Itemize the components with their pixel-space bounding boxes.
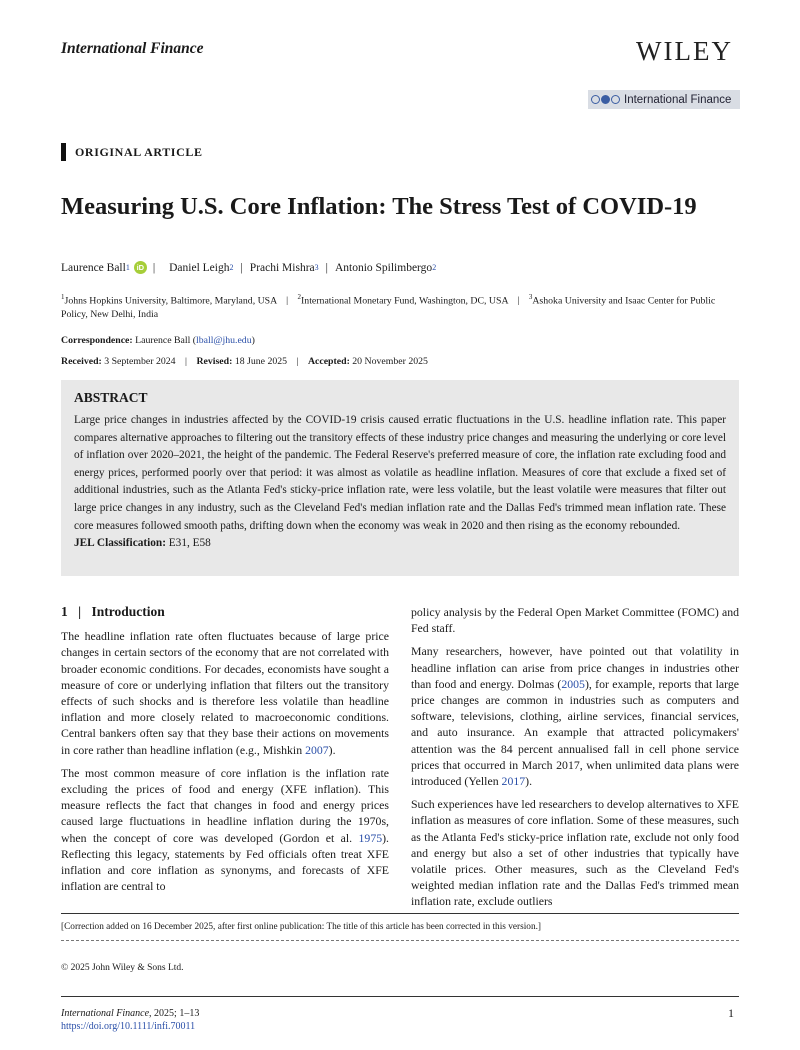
paragraph — [61, 628, 389, 758]
received-date: 3 September 2024 — [104, 356, 176, 367]
section-heading — [61, 604, 389, 620]
affiliation-separator: | — [517, 295, 520, 307]
paragraph — [61, 765, 389, 895]
jel-classification — [74, 535, 726, 553]
citation-link[interactable]: 2007 — [305, 742, 329, 757]
author-separator: | — [240, 261, 243, 274]
correspondence: Correspondence: Laurence Ball (lball@jhu.edu) — [61, 335, 255, 346]
abstract-box — [61, 380, 739, 576]
accepted-date: 20 November 2025 — [352, 356, 428, 367]
journal-logo[interactable] — [588, 90, 740, 109]
paragraph-text: ). — [328, 742, 336, 757]
affiliation-number: 2 — [297, 293, 302, 301]
paragraph-text: The most common measure of core inflation is the inflation rate excluding the prices of food and energy (XFE inflation). This measure reflects the fact that changes in food and energy prices caused large fluctuations in headline inflation during the 1970s, when the concept of core was developed (Gordon et al. — [61, 765, 389, 845]
citation-link[interactable]: 2017 — [501, 774, 526, 789]
page-number: 1 — [728, 1006, 734, 1020]
jel-codes: E31, E58 — [168, 537, 211, 550]
author-affiliation-ref[interactable]: 2 — [432, 263, 437, 272]
section-divider: | — [78, 604, 82, 619]
revised-label: Revised: — [196, 356, 233, 367]
citation-link[interactable]: 1975 — [358, 830, 383, 845]
citation-link[interactable]: 2005 — [561, 676, 585, 691]
doi-link[interactable]: https://doi.org/10.1111/infi.70011 — [61, 1021, 196, 1032]
accepted-label: Accepted: — [307, 356, 350, 367]
affiliation: International Monetary Fund, Washington, DC, USA — [301, 295, 508, 307]
affiliations — [61, 290, 741, 322]
body-column-right — [411, 604, 739, 917]
paragraph-text: Many researchers, however, have pointed out that volatility in headline inflation can arise from price changes in industries other than food and energy. Dolmas ( — [411, 644, 739, 691]
wiley-logo[interactable]: WILEY — [636, 36, 733, 66]
footer-rule-bottom — [61, 996, 739, 997]
author-list — [61, 261, 436, 274]
journal-logo-text: International Finance — [624, 93, 732, 106]
paragraph-text: The headline inflation rate often fluctuates because of large price changes in certain sectors of the economy that are not correlated with broader economic conditions. For decades, economists have sought a measure of core or underlying inflation that filters out the transitory effects of such shocks and is therefore less volatile than headline inflation and more closely related to macroeconomic conditions. Central bankers often say that they base their actions on movements in core rather than headline inflation (e.g., Mishkin — [61, 629, 389, 757]
paragraph-text: ). Reflecting this legacy, statements by Fed officials often treat XFE inflation and core inflation as synonyms, and forecasts of XFE inflation are central to — [61, 830, 389, 894]
section-title: Introduction — [91, 604, 165, 619]
author-affiliation-ref[interactable]: 3 — [314, 263, 319, 272]
orcid-icon[interactable]: iD — [134, 261, 147, 274]
author-name[interactable]: Prachi Mishra — [249, 261, 315, 274]
abstract-text: Large price changes in industries affected by the COVID-19 crisis caused erratic fluctuations in the U.S. headline inflation rate. This paper compares alternative approaches to filtering out the transitory effects of these industry price changes and measuring the underlying or core level of inflation over 2020–2021, the height of the pandemic. The Federal Reserve's preferred measure of core, the inflation rate excluding food and energy prices, performed poorly over that period: it was almost as volatile as headline inflation. Measures of core that exclude a fixed set of additional industries, such as the Atlanta Fed's sticky-price inflation rate, were less volatile, but the least volatile were measures that filter out large price changes in any industry, such as the Cleveland Fed's median inflation rate and the Dallas Fed's trimmed mean inflation rate. These core measures followed smooth paths, drifting down when the economy was weak in 2020 and then rising as the economy rebounded. — [74, 414, 726, 532]
email-link[interactable]: lball@jhu.edu — [196, 335, 252, 346]
affiliation-number: 1 — [61, 293, 65, 301]
author-name[interactable]: Daniel Leigh — [169, 261, 230, 274]
paragraph: Such experiences have led researchers to develop alternatives to XFE inflation as measures of core inflation. Some of these measures, such as the Atlanta Fed's sticky-price inflation rate, exclude not only food and energy but also a set of other industries that typically have volatile prices. Other measures, such as the Cleveland Fed's weighted median inflation rate and the Dallas Fed's trimmed mean inflation rate, exclude outliers — [411, 797, 739, 909]
author-name[interactable]: Laurence Ball — [61, 261, 126, 274]
author-separator: | — [325, 261, 328, 274]
article-type: ORIGINAL ARTICLE — [61, 143, 203, 161]
paragraph — [411, 643, 739, 789]
globe-icon — [588, 90, 622, 109]
received-label: Received: — [61, 356, 102, 367]
copyright: © 2025 John Wiley & Sons Ltd. — [61, 963, 184, 973]
jel-label: JEL Classification: — [74, 537, 166, 550]
paragraph-text: ). — [525, 774, 533, 789]
revised-date: 18 June 2025 — [234, 356, 288, 367]
author-separator: | — [152, 261, 156, 274]
affiliation-number: 3 — [528, 293, 533, 301]
date-separator: | — [185, 356, 187, 367]
author-affiliation-ref[interactable]: 2 — [229, 263, 234, 272]
footer-rule — [61, 913, 739, 914]
article-dates — [61, 356, 428, 367]
affiliation: Ashoka University and Isaac Center for Public Policy, New Delhi, India — [61, 295, 716, 321]
paragraph-text: ), for example, reports that large price changes are common in industries such as computers and software, televisions, clothing, airline services, financial services, and auto insurance. An example that attracted policymakers' attention was the 84 percent annualised fall in cell phone service prices that occurred in March 2017, when unlimited data plans were introduced (Yellen — [411, 676, 739, 789]
article-title: Measuring U.S. Core Inflation: The Stress Test of COVID-19 — [61, 193, 697, 220]
footer-dashed-rule — [61, 940, 739, 941]
body-column-left — [61, 604, 389, 901]
correction-note: [Correction added on 16 December 2025, after first online publication: The title of this article has been corrected in this version.] — [61, 922, 542, 932]
citation-details: , 2025; 1–13 — [149, 1008, 200, 1019]
correspondence-name: Laurence Ball — [135, 335, 191, 346]
section-number: 1 — [61, 604, 68, 619]
citation-block — [61, 1007, 199, 1033]
citation-journal: International Finance — [61, 1008, 150, 1019]
affiliation: Johns Hopkins University, Baltimore, Maryland, USA — [64, 295, 277, 307]
author-name[interactable]: Antonio Spilimbergo — [334, 261, 433, 274]
journal-name: International Finance — [61, 40, 204, 57]
correspondence-label: Correspondence: — [61, 335, 133, 346]
affiliation-separator: | — [286, 295, 289, 307]
paragraph: policy analysis by the Federal Open Market Committee (FOMC) and Fed staff. — [411, 605, 739, 636]
abstract-heading: ABSTRACT — [74, 390, 148, 405]
date-separator: | — [296, 356, 299, 367]
author-affiliation-ref[interactable]: 1 — [125, 263, 130, 272]
